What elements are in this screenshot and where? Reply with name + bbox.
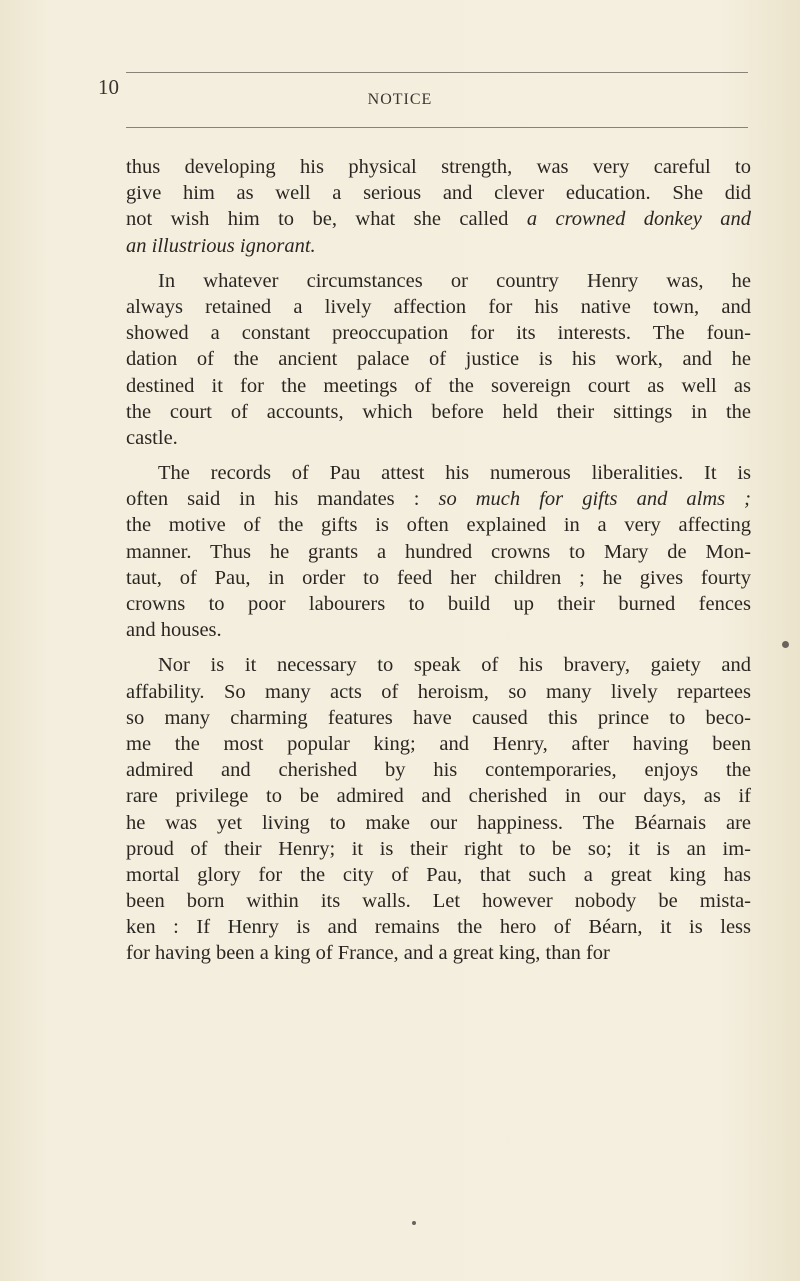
text-line — [126, 460, 751, 486]
body-text — [126, 154, 751, 967]
text-run: and houses. — [126, 619, 222, 642]
text-run: rare privilege to be admired and cherished in our days, as if — [126, 785, 751, 808]
text-line — [126, 783, 751, 809]
text-run: so much for gifts and alms ; — [438, 488, 751, 511]
text-run: crowns to poor labourers to build up their burned fences — [126, 593, 751, 615]
text-line — [126, 617, 751, 643]
text-run: The records of Pau attest his numerous liberalities. It is — [158, 462, 751, 485]
header-rule-bottom — [126, 127, 748, 128]
text-line — [126, 486, 751, 512]
text-line — [126, 539, 751, 565]
text-line — [126, 810, 751, 836]
text-run: castle. — [126, 426, 178, 449]
paragraph — [126, 652, 751, 966]
text-run: In whatever circumstances or country Henry was, he — [158, 269, 751, 292]
text-run: ken : If Henry is and remains the hero of Béarn, it is less — [126, 916, 751, 939]
text-run: proud of their Henry; it is their right to be so; it is an im- — [126, 837, 751, 860]
text-run: thus developing his physical strength, was very careful to — [126, 156, 751, 178]
text-run: he was yet living to make our happiness. The Béarnais are — [126, 811, 751, 834]
text-line — [126, 940, 751, 966]
text-line — [126, 836, 751, 862]
text-line — [126, 862, 751, 888]
text-run: the court of accounts, which before held their sittings in the — [126, 400, 751, 423]
text-run: mortal glory for the city of Pau, that such a great king has — [126, 863, 751, 886]
paragraph-gap — [126, 259, 751, 268]
text-line — [126, 206, 751, 232]
text-line — [126, 705, 751, 731]
text-line — [126, 731, 751, 757]
text-run: often said in his mandates : — [126, 488, 439, 511]
text-line — [126, 888, 751, 914]
text-run: so many charming features have caused this prince to beco- — [126, 706, 751, 729]
text-line — [126, 346, 751, 372]
text-run: give him as well a serious and clever education. She did — [126, 182, 751, 205]
running-title: NOTICE — [367, 91, 433, 108]
text-run: always retained a lively affection for his native town, and — [126, 295, 751, 318]
text-line — [126, 652, 751, 678]
paragraph — [126, 460, 751, 643]
header-rule-top — [126, 72, 748, 73]
text-line — [126, 268, 751, 294]
text-run: showed a constant preoccupation for its interests. The foun- — [126, 322, 751, 345]
text-run: Nor is it necessary to speak of his bravery, gaiety and — [158, 654, 751, 677]
ink-speck — [412, 1221, 416, 1225]
paragraph — [126, 154, 751, 259]
ink-speck — [782, 641, 789, 648]
text-run: for having been a king of France, and a great king, than for — [126, 942, 610, 965]
text-run: an illustrious ignorant. — [126, 234, 316, 257]
text-line — [126, 373, 751, 399]
text-line — [126, 154, 751, 180]
text-run: affability. So many acts of heroism, so many lively repartees — [126, 680, 751, 703]
text-line — [126, 591, 751, 617]
text-run: admired and cherished by his contemporaries, enjoys the — [126, 759, 751, 782]
text-line — [126, 425, 751, 451]
paragraph — [126, 268, 751, 451]
paragraph-gap — [126, 451, 751, 460]
text-line — [126, 565, 751, 591]
text-line — [126, 233, 751, 259]
text-run: me the most popular king; and Henry, after having been — [126, 732, 751, 755]
text-line — [126, 512, 751, 538]
text-line — [126, 399, 751, 425]
text-run: manner. Thus he grants a hundred crowns to Mary de Mon- — [126, 540, 751, 563]
page-number: 10 — [98, 75, 119, 99]
text-run: the motive of the gifts is often explained in a very affecting — [126, 514, 751, 537]
text-run: not wish him to be, what she called — [126, 208, 527, 231]
text-run: taut, of Pau, in order to feed her children ; he gives fourty — [126, 566, 751, 589]
text-run: a crowned donkey and — [526, 208, 751, 231]
text-run: been born within its walls. Let however nobody be mista- — [126, 890, 751, 913]
text-line — [126, 679, 751, 705]
text-line — [126, 320, 751, 346]
text-line — [126, 180, 751, 206]
paragraph-gap — [126, 643, 751, 652]
text-run: destined it for the meetings of the sovereign court as well as — [126, 374, 751, 397]
text-line — [126, 757, 751, 783]
text-run: dation of the ancient palace of justice is his work, and he — [126, 348, 751, 371]
text-line — [126, 294, 751, 320]
text-line — [126, 914, 751, 940]
